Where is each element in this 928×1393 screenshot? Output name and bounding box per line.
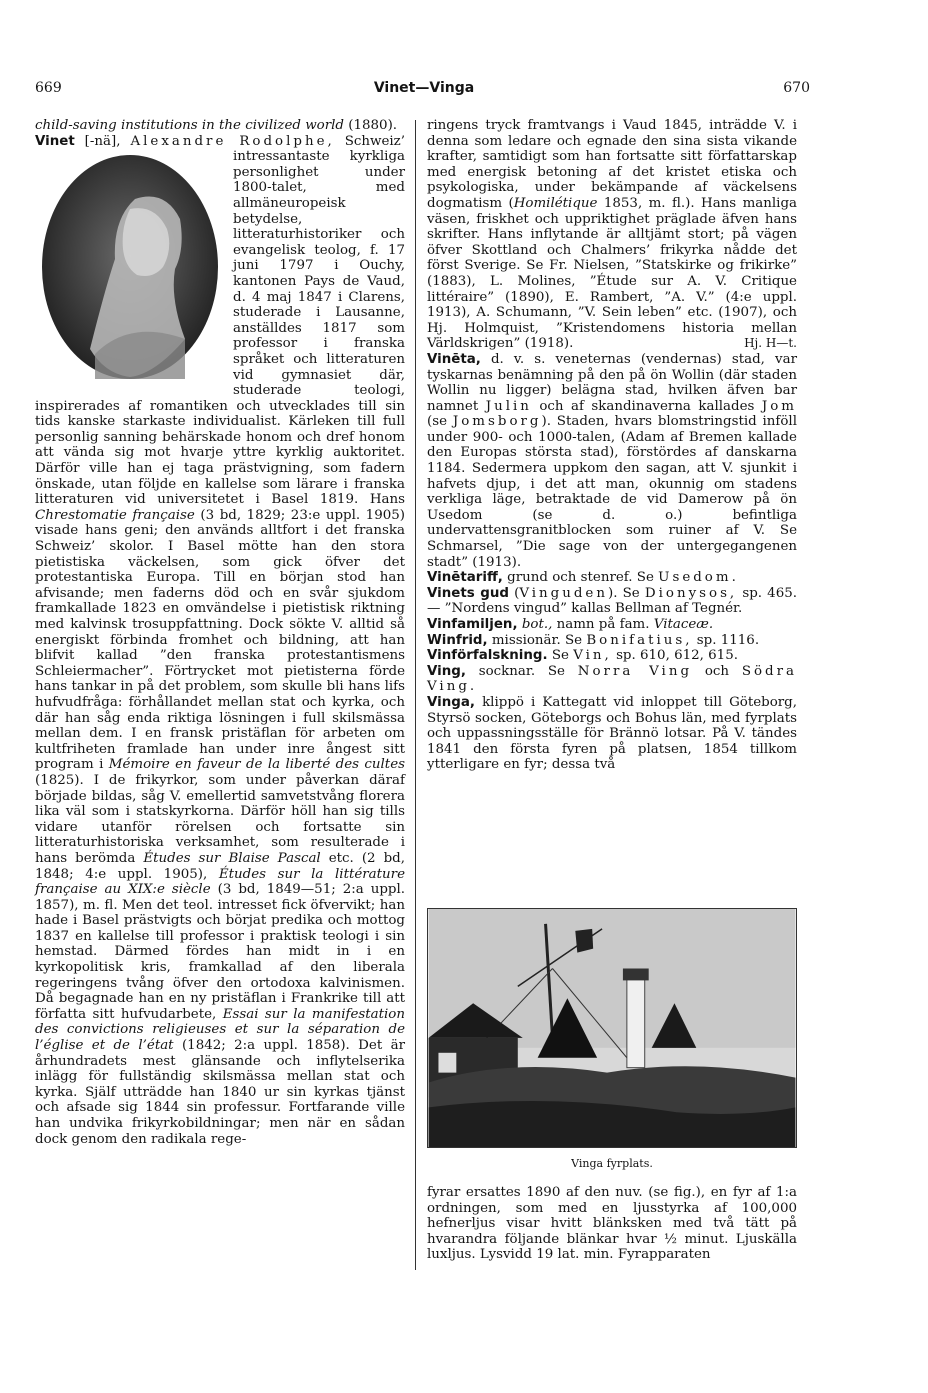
entry-vinets-gud: Vinets gud (Vinguden). Se Dionysos, sp. 465. — ”Nordens vingud” kallas Bellman af Tegnér. [427,585,797,617]
headword-vinet: Vinet [35,133,75,149]
entry-vinga: Vinga, klippö i Kattegatt vid inloppet till Göteborg, Styrsö socken, Göteborgs och Bohus län, med fyrplats och uppassningsställe för Brännö lotsar. På V. tändes 1841 den första fyren på platsen, 1854 tillkom ytterligare en fyr; dessa två [427,694,797,773]
vinga-continued: fyrar ersattes 1890 af den nuv. (se fig.), en fyr af 1:a ordningen, som med en ljusstyrka af 100,000 hefnerljus visar hvitt blänksken med två tätt på hvarandra följande blänkar hvar ½ minut. Ljuskälla luxljus. Lysvidd 19 lat. min. Fyrapparaten [427,1185,797,1263]
intro-line: child-saving institutions in the civilized world (1880). [35,118,398,133]
figure-caption: Vinga fyrplats. [571,1157,653,1170]
entry-vinet: Vinet [-nä], Alexandre Rodolphe, Schweiz’ intressantaste kyrkliga personlighet under 1800-talet, med allmäneuropeisk betydelse, litteraturhistoriker och evangelisk teolog, f. 17 juni 1797 i Ouchy, kantonen Pays de Vaud, d. 4 maj 1847 i Clarens, studerade i Lausanne, anställdes 1817 som professor i franska språket och litteraturen vid gymnasiet där, studerade teologi, inspirerades af romantiken och utvecklades till sin tids kanske starkaste individualist. Kärleken till full personlig sanning behärskade honom och dref honom att vända sig mot hvarje yttre kyrklig auktoritet. Därför ville han ej taga prästvigning, som fadern önskade, utan följde en kallelse som lärare i franska litteraturen vid universitetet i Basel 1819. Hans Chrestomatie française (3 bd, 1829; 23:e uppl. 1905) visade hans geni; den används alltfort i det franska Schweiz’ skolor. I Basel mötte han den stora pietistiska väckelsen, som gick öfver det protestantiska Europa. Till en början stod han afvisande; men faderns död och en svår sjukdom framkallade 1823 en omvändelse i pietistisk riktning med kalvinsk trosuppfattning. Dock sökte V. alltid så energiskt förbinda fromhet och bildning, att han blifvit kallad ”den franska protestantismens Schleiermacher”. Förtrycket mot pietisterna förde hans tankar in på det problem, som skulle bli hans lifs hufvudfråga: förhållandet mellan stat och kyrka, och där han såg enda riktiga lösningen i full skilsmässa mellan dem. I en fransk pristäflan för arbeten om kultfriheten framlade han under inre ångest sitt program i Mémoire en faveur de la liberté des cultes (1825). I de frikyrkor, som under påverkan däraf började bildas, såg V. emellertid samvetstvång florera lika väl som i statskyrkorna. Därför höll han sig tills vidare utanför rörelsen och fortsatte sin litteraturhistoriska verksamhet, som resulterade i hans berömda Études sur Blaise Pascal etc. (2 bd, 1848; 4:e uppl. 1905), Études sur la littérature française au XIX:e siècle (3 bd, 1849—51; 2:a uppl. 1857), m. fl. Men det teol. intresset fick öfvervikt; han hade i Basel prästvigts och börjat predika och mottog 1837 en kallelse till professor i praktisk teologi i sin hemstad. Därmed fördes han midt in i en kyrkopolitisk kris, framkallad af den liberala regeringens tvång öfver den ortodoxa kalvinismen. Då begagnade han en ny pristäflan i Frankrike till att författa sitt hufvudarbete, Essai sur la manifestation des convictions religieuses et sur la séparation de l’église et de l’état (1842; 2:a uppl. 1858). Det är århundradets mest glänsande och inflytelserika inlägg för fullständig skilsmässa mellan stat och kyrka. Själf utträdde han 1840 ur sin kyrkas tjänst och afsade sig 1844 sin professur. Fortfarande ville han undvika frikyrkobildningar; men när en sådan dock genom den radikala rege- [35,133,406,1147]
page-number-left: 669 [35,80,62,96]
vinga-lighthouse-photo [427,908,797,1148]
page-number-right: 670 [783,80,810,96]
entry-winfrid: Winfrid, missionär. Se Bonifatius, sp. 1116. [427,632,760,648]
running-head: Vinet—Vinga [373,80,475,96]
left-column [35,118,405,1147]
right-column [427,118,797,773]
entry-vinet-cont: ringens tryck framtvangs i Vaud 1845, inträdde V. i denna som ledare och egnade den sina sista vikande krafter, samtidigt som han fortsatte sitt författarskap med energisk betoning af det kristet etiska och psykologiska, under bekämpande af väckelsens dogmatism (Homilétique 1853, m. fl.). Hans manliga väsen, friskhet och uppriktighet präglade äfven hans skrifter. Hans inflytande är alltjämt stort; på vägen öfver Skottland och Chalmers’ frikyrka nådde det först Sverige. Se Fr. Nielsen, ”Statskirke og frikirke” (1883), L. Molines, ”Étude sur A. V. Critique littéraire” (1890), E. Rambert, ”A. V.” (4:e uppl. 1913), A. Schumann, ”V. Sein leben” etc. (1907), och Hj. Holmquist, ”Kristendomens historia mellan Världskrigen” (1918). Hj. H—t. [427,118,797,352]
entry-ving: Ving, socknar. Se Norra Ving och Södra Ving. [427,663,798,695]
entry-vinetariff: Vinētariff, grund och stenref. Se Usedom. [427,570,739,586]
entry-vinfamiljen: Vinfamiljen, bot., namn på fam. Vitaceæ. [427,617,714,632]
entry-vinforfalskning: Vinförfalskning. Se Vin, sp. 610, 612, 615. [427,648,738,664]
signature: Hj. H—t. [744,336,797,351]
entry-vineta: Vinēta, d. v. s. veneternas (vendernas) stad, var tyskarnas benämning på den på ön Wollin (där staden Wollin nu ligger) belägna stad, hvilken äfven bar namnet Julin och af skandinaverna kallades Jom (se Jomsborg). Staden, hvars blomstringstid inföll under 900- och 1000-talen, (Adam af Bremen kallade den Europas största stad), förstördes af danskarna 1184. Sedermera uppkom den sagan, att V. sjunkit i hafvets djup, i det att man, okunnig om stadens verkliga läge, betraktade de vid Damerow på ön Usedom (se d. o.) befintliga undervattensgranitblocken som ruiner af V. Se Schmarsel, ”Die sage von der untergegangenen stadt” (1913). [427,351,797,570]
column-divider [415,120,416,1270]
portrait-image [35,149,225,384]
